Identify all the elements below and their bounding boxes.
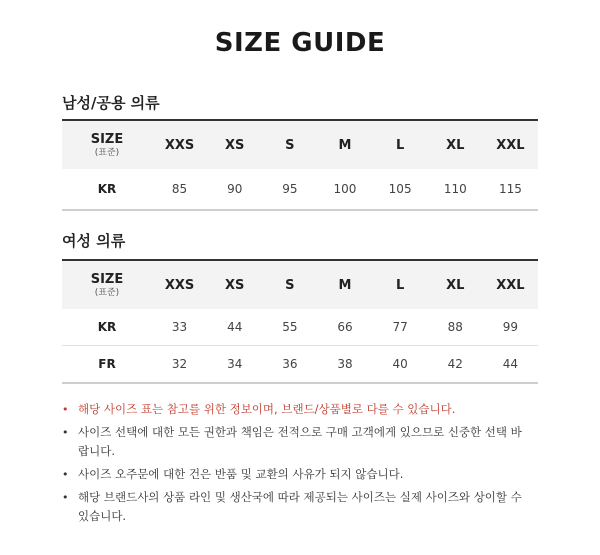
notes-list [62, 400, 532, 530]
note-text: 사이즈 오주문에 대한 건은 반품 및 교환의 사유가 되지 않습니다. [78, 467, 404, 481]
size-value: 105 [373, 169, 428, 210]
note-item [62, 488, 532, 526]
row-label: KR [62, 309, 152, 346]
bullet-icon: • [62, 468, 69, 481]
size-value: 99 [483, 309, 538, 346]
table-row [62, 169, 538, 210]
size-value: 42 [428, 346, 483, 384]
size-value: 40 [373, 346, 428, 384]
section-title-women: 여성 의류 [62, 232, 126, 250]
row-label: KR [62, 169, 152, 210]
table-header-row [62, 120, 538, 169]
size-label: XS [207, 260, 262, 309]
table-row [62, 309, 538, 346]
size-label: S [262, 260, 317, 309]
note-text: 사이즈 선택에 대한 모든 권한과 책임은 전적으로 구매 고객에게 있으므로 신중한 선택 바랍니다. [78, 425, 522, 458]
size-value: 85 [152, 169, 207, 210]
size-header-cell [62, 120, 152, 169]
bullet-icon: • [62, 403, 69, 416]
size-value: 77 [373, 309, 428, 346]
size-table-men-unisex [62, 119, 538, 211]
note-text: 해당 브랜드사의 상품 라인 및 생산국에 따라 제공되는 사이즈는 실제 사이즈와 상이할 수 있습니다. [78, 490, 522, 523]
size-value: 90 [207, 169, 262, 210]
page-title: SIZE GUIDE [214, 28, 386, 58]
size-value: 44 [207, 309, 262, 346]
row-label: FR [62, 346, 152, 384]
size-table-women [62, 259, 538, 384]
size-value: 110 [428, 169, 483, 210]
size-label: XS [207, 120, 262, 169]
size-label: L [373, 260, 428, 309]
size-value: 33 [152, 309, 207, 346]
section-title-men-unisex: 남성/공용 의류 [62, 94, 160, 112]
size-value: 115 [483, 169, 538, 210]
size-label: S [262, 120, 317, 169]
size-value: 44 [483, 346, 538, 384]
size-label: XXL [483, 120, 538, 169]
size-value: 38 [317, 346, 372, 384]
size-label: XXS [152, 260, 207, 309]
size-label: XXS [152, 120, 207, 169]
table-header-row [62, 260, 538, 309]
size-label: M [317, 260, 372, 309]
note-text: 해당 사이즈 표는 참고를 위한 정보이며, 브랜드/상품별로 다를 수 있습니다. [78, 402, 456, 416]
size-header-label: SIZE [90, 271, 124, 287]
bullet-icon: • [62, 426, 69, 439]
size-header-cell [62, 260, 152, 309]
note-item [62, 423, 532, 461]
size-header-label: SIZE [90, 131, 124, 147]
size-value: 55 [262, 309, 317, 346]
size-label: M [317, 120, 372, 169]
size-header-sublabel: (표준) [94, 287, 120, 298]
size-value: 95 [262, 169, 317, 210]
table-row [62, 346, 538, 384]
size-label: L [373, 120, 428, 169]
size-value: 36 [262, 346, 317, 384]
size-value: 32 [152, 346, 207, 384]
size-label: XL [428, 120, 483, 169]
size-value: 88 [428, 309, 483, 346]
note-item-warning [62, 400, 532, 419]
note-item [62, 465, 532, 484]
bullet-icon: • [62, 491, 69, 504]
size-label: XXL [483, 260, 538, 309]
size-label: XL [428, 260, 483, 309]
size-value: 100 [317, 169, 372, 210]
size-value: 34 [207, 346, 262, 384]
size-header-sublabel: (표준) [94, 147, 120, 158]
size-value: 66 [317, 309, 372, 346]
